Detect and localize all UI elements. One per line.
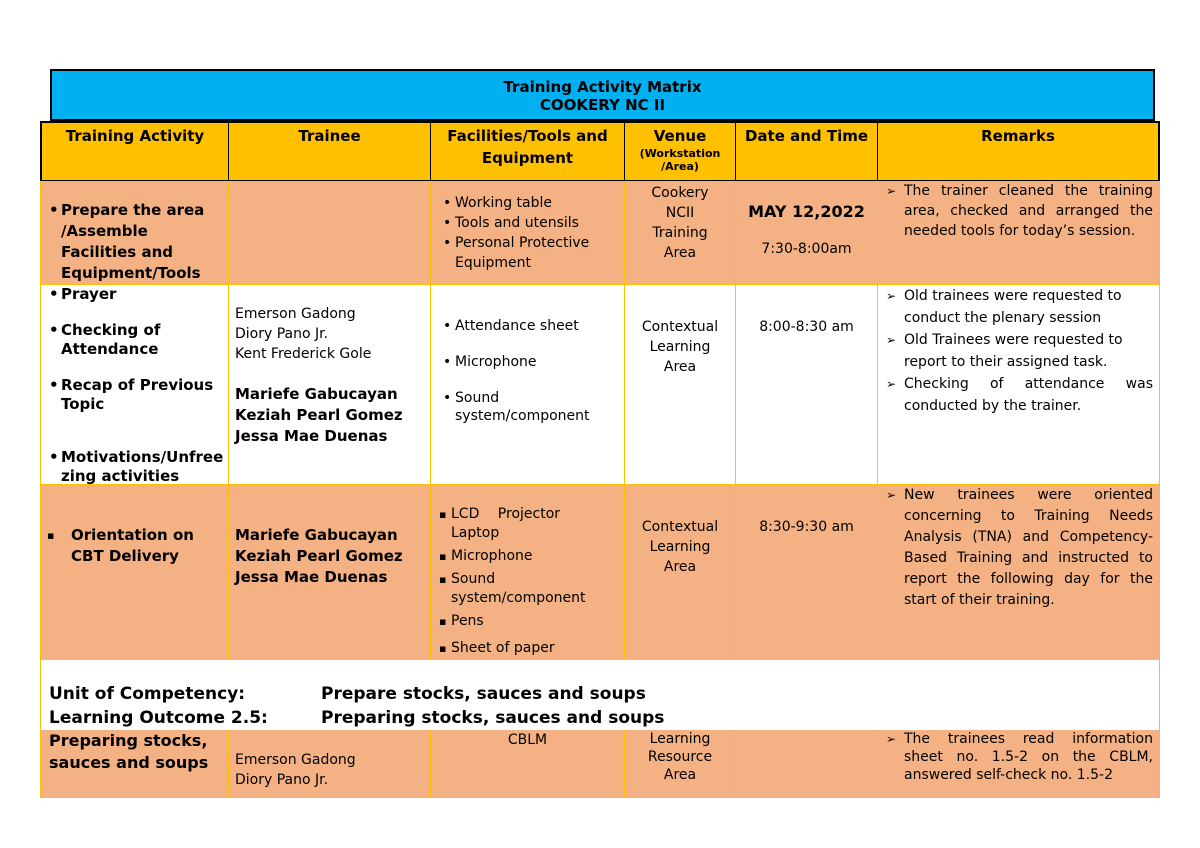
facility-item: • Personal Protective Equipment xyxy=(441,233,618,273)
remark-item: ➢ The trainees read information sheet no. 1.5-2 on the CBLM, answered self-check no. 1.5-2 xyxy=(884,730,1153,784)
trainee-name: Diory Pano Jr. xyxy=(235,772,329,788)
learning-outcome-value: Preparing stocks, sauces and soups xyxy=(321,708,665,728)
remarks-list xyxy=(878,181,1159,241)
activity-cell xyxy=(40,181,229,284)
trainee-name: Emerson Gadong xyxy=(235,306,356,322)
matrix-title-bar xyxy=(50,69,1155,121)
facilities-list xyxy=(431,181,624,273)
venue-cell: Contextual Learning Area xyxy=(625,485,736,660)
header-remarks: Remarks xyxy=(878,123,1160,180)
time-text: 8:30-9:30 am xyxy=(736,485,878,660)
trainee-name: Mariefe Gabucayan xyxy=(235,385,398,403)
remarks-list xyxy=(878,730,1159,784)
activity-item: • Prayer xyxy=(47,285,224,304)
facility-item: ▪ Pens xyxy=(437,612,614,631)
time-text: 8:00-8:30 am xyxy=(736,285,878,484)
facility-item: ▪ Microphone xyxy=(437,547,614,566)
activity-item: • Prepare the area /Assemble Facilities and Equipment/Tools xyxy=(47,200,224,284)
matrix-title: Training Activity Matrix xyxy=(503,78,702,96)
venue-cell: Cookery NCII Training Area xyxy=(625,181,736,284)
remark-item: ➢ Old trainees were requested to conduct the plenary session xyxy=(884,285,1153,329)
activity-item: • Motivations/Unfreezing activities xyxy=(47,448,224,486)
facility-item: ▪ Sheet of paper xyxy=(437,639,614,658)
remarks-cell xyxy=(878,485,1160,660)
time-text: 7:30-8:00am xyxy=(761,241,852,257)
trainee-name: Diory Pano Jr. xyxy=(235,326,329,342)
facility-item: • Sound system/component xyxy=(441,389,618,425)
unit-of-competency-block xyxy=(40,660,1160,730)
trainee-name: Keziah Pearl Gomez xyxy=(235,406,403,424)
trainee-name: Kent Frederick Gole xyxy=(235,346,372,362)
remarks-list xyxy=(878,485,1159,611)
activity-list xyxy=(41,285,228,486)
facility-item: ▪ Sound system/component xyxy=(437,570,614,608)
facility-item: • Attendance sheet xyxy=(441,317,618,335)
venue-cell: Learning Resource Area xyxy=(625,730,736,797)
remarks-cell xyxy=(878,730,1160,797)
trainee-cell xyxy=(229,485,431,660)
activity-cell xyxy=(40,485,229,660)
facilities-cell xyxy=(431,285,625,484)
remarks-cell xyxy=(878,285,1160,484)
header-venue-sub: (Workstation /Area) xyxy=(639,147,721,173)
header-date-time: Date and Time xyxy=(736,123,878,180)
header-trainee: Trainee xyxy=(229,123,431,180)
remark-item: ➢ New trainees were oriented concerning to Training Needs Analysis (TNA) and Competency-Based Training and instructed to report the following day for the start of their training. xyxy=(884,485,1153,611)
activity-cell: Preparing stocks, sauces and soups xyxy=(40,730,229,797)
table-row xyxy=(40,181,1160,285)
facility-item: • Working table xyxy=(441,193,618,213)
facilities-cell: CBLM xyxy=(431,730,625,797)
activity-list xyxy=(41,181,228,284)
date-text: MAY 12,2022 xyxy=(748,202,865,221)
trainee-cell xyxy=(229,181,431,284)
trainee-name: Keziah Pearl Gomez xyxy=(235,547,403,565)
date-time-cell xyxy=(736,181,878,284)
unit-competency-label: Unit of Competency: xyxy=(49,684,246,704)
header-training-activity: Training Activity xyxy=(40,123,229,180)
activity-item: ▪ Orientation on CBT Delivery xyxy=(45,525,224,567)
table-row xyxy=(40,730,1160,798)
trainee-cell xyxy=(229,285,431,484)
remark-item: ➢ Checking of attendance was conducted by the trainer. xyxy=(884,373,1153,417)
header-facilities: Facilities/Tools and Equipment xyxy=(431,123,625,180)
table-header-row xyxy=(40,121,1160,181)
learning-outcome-label: Learning Outcome 2.5: xyxy=(49,708,268,728)
activity-item: • Recap of Previous Topic xyxy=(47,376,224,414)
table-row xyxy=(40,285,1160,485)
matrix-subtitle: COOKERY NC II xyxy=(539,96,666,114)
trainee-name: Emerson Gadong xyxy=(235,752,356,768)
table-row xyxy=(40,485,1160,660)
header-venue: Venue (Workstation /Area) xyxy=(625,123,736,180)
activity-cell xyxy=(40,285,229,484)
facilities-cell xyxy=(431,485,625,660)
trainee-cell xyxy=(229,730,431,797)
remark-item: ➢ Old Trainees were requested to report to their assigned task. xyxy=(884,329,1153,373)
activity-item: • Checking of Attendance xyxy=(47,321,224,359)
facilities-cell xyxy=(431,181,625,284)
facility-item: • Microphone xyxy=(441,353,618,371)
trainee-name: Mariefe Gabucayan xyxy=(235,526,398,544)
activity-list xyxy=(41,485,228,567)
unit-competency-value: Prepare stocks, sauces and soups xyxy=(321,684,646,704)
facility-item: • Tools and utensils xyxy=(441,213,618,233)
facilities-list xyxy=(431,485,624,658)
facility-item: ▪ LCD Projector Laptop xyxy=(437,505,614,543)
trainee-name: Jessa Mae Duenas xyxy=(235,568,388,586)
remarks-cell xyxy=(878,181,1160,284)
trainee-name: Jessa Mae Duenas xyxy=(235,427,388,445)
remark-item: ➢ The trainer cleaned the training area, checked and arranged the needed tools for today’s session. xyxy=(884,181,1153,241)
remarks-list xyxy=(878,285,1159,417)
facilities-list xyxy=(431,285,624,425)
date-time-cell xyxy=(736,730,878,797)
venue-cell: Contextual Learning Area xyxy=(625,285,736,484)
